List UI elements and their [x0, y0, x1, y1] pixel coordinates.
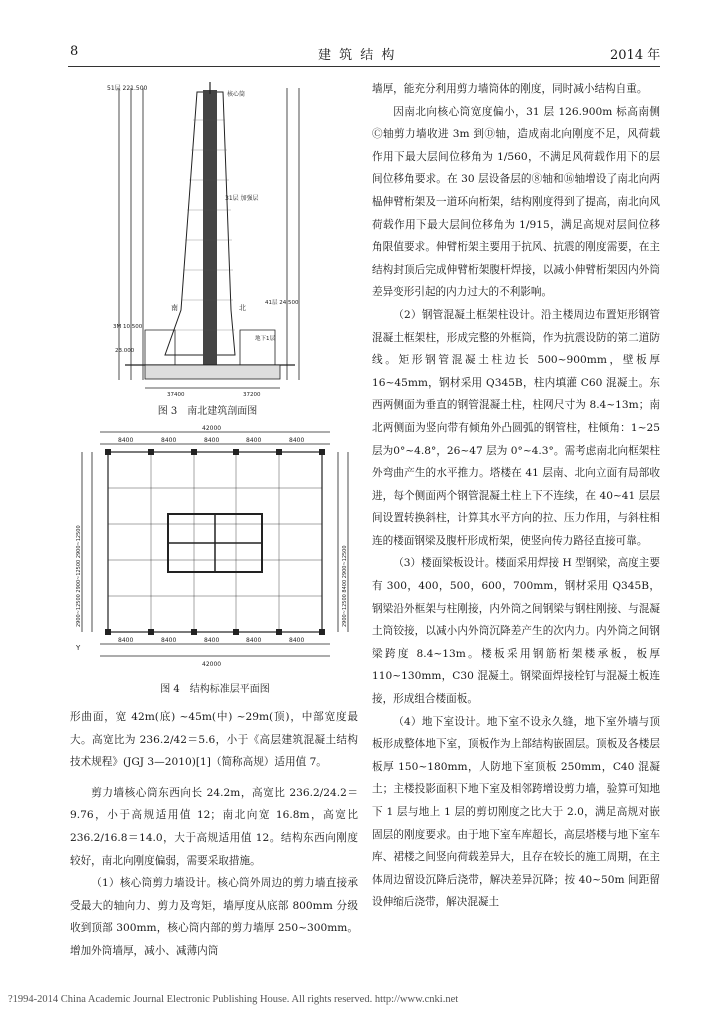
fig3-label-basement: 地下1层 [255, 336, 275, 342]
paragraph: 形曲面，宽 42m(底) ~45m(中) ~29m(顶)，中部宽度最大。高宽比为 236.2/42＝5.6，小于《高层建筑混凝土结构技术规程》(JGJ 3—2010)[1]（简称高规）适用值 7。 [70, 711, 358, 769]
fig3-label-3m: 3M 10.500 [113, 324, 143, 330]
fig3-label-south: 南 [171, 304, 178, 312]
paragraph: （3）楼面梁板设计。楼面采用焊接 H 型钢梁，高度主要有 300，400，500，600，700mm，钢材采用 Q345B，钢梁沿外框架与柱刚接，内外筒之间钢梁与钢柱刚接、与混凝土筒铰接，以减小内外筒沉降差产生的次内力。内外筒之间钢梁跨度 8.4~13m。楼板采用钢筋桁架楼承板，板厚 110~130mm，C30 混凝土。钢梁面焊接栓钉与混凝土板连接，形成组合楼面板。 [372, 557, 660, 706]
fig4-bottom-dim-1: 8400 [118, 637, 134, 644]
paragraph: （4）地下室设计。地下室不设永久缝，地下室外墙与顶板形成整体地下室，顶板作为上部结构嵌固层。顶板及各楼层板厚 150~180mm，人防地下室顶板 250mm，C40 混凝土；主楼投影面积下地下室及相邻跨增设剪力墙，验算可知地下 1 层与地上 1 层的剪切刚度之比大于 2.0，满足高规对嵌固层的刚度要求。由于地下室车库超长，高层塔楼与地下室车库、裙楼之间竖向荷载差异大，且存在较长的施工周期，在主体周边留设沉降后浇带，解决差异沉降；按 40~50m 间距留设伸缩后浇带，解决混凝土 [372, 715, 660, 909]
fig4-bottom-dim-3: 8400 [204, 637, 220, 644]
paragraph: （1）核心筒剪力墙设计。核心筒外周边的剪力墙直接承受最大的轴向力、剪力及弯矩，墙厚度从底部 800mm 分级收到顶部 300mm，核心筒内部的剪力墙厚 250~300mm。增加外筒墙厚，减小、减薄内筒 [70, 877, 358, 957]
fig4-top-dim-4: 8400 [246, 437, 262, 444]
header-rule [68, 66, 660, 67]
fig4-bottom-total: 42000 [202, 661, 222, 668]
fig4-bottom-dim-4: 8400 [246, 637, 262, 644]
fig4-bottom-dim-5: 8400 [289, 637, 305, 644]
fig4-top-dim-2: 8400 [161, 437, 177, 444]
copyright-footer: ?1994-2014 China Academic Journal Electronic Publishing House. All rights reserved. http://www.cnki.net [8, 994, 459, 1005]
figure-4-floor-plan [70, 422, 360, 672]
fig3-label-north: 北 [239, 304, 246, 312]
paragraph: 剪力墙核心筒东西向长 24.2m，高宽比 236.2/24.2＝9.76，小于高规适用值 12；南北向宽 16.8m，高宽比 236.2/16.8＝14.0，大于高规适用值 12。结构东西向刚度较好，南北向刚度偏弱，需要采取措施。 [70, 786, 358, 867]
page-number: 8 [70, 44, 79, 59]
fig4-top-dim-1: 8400 [118, 437, 134, 444]
figure-3-caption: 图 3 南北建筑剖面图 [157, 406, 258, 417]
fig3-label-core: 核心筒 [227, 91, 246, 98]
paragraph: 墙厚，能充分利用剪力墙筒体的刚度，同时减小结构自重。 [372, 83, 648, 95]
journal-title: 建 筑 结 构 [318, 48, 397, 63]
fig4-top-total: 42000 [202, 425, 222, 432]
fig3-label-41: 41层 24.500 [265, 300, 299, 306]
fig4-top-dim-3: 8400 [204, 437, 220, 444]
fig3-label-small: 23.000 [115, 348, 135, 354]
fig3-label-bottom-left: 37400 [167, 392, 185, 398]
figure-3-section-drawing [105, 80, 310, 400]
fig3-label-mid: 31层 加强层 [225, 195, 259, 202]
issue-year: 2014 年 [610, 48, 661, 63]
fig3-label-top: 51层 221.500 [107, 85, 148, 92]
fig3-label-bottom-right: 37200 [243, 392, 261, 398]
fig4-left-dims: 2900~12500 2900~12500 2900~12500 [76, 525, 82, 627]
fig4-right-dims: 2900~12500 8400 2900~12500 [342, 545, 348, 627]
paragraph: （2）钢管混凝土框架柱设计。沿主楼周边布置矩形钢管混凝土框架柱，形成完整的外框筒，作为抗震设防的第二道防线。矩形钢管混凝土柱边长 500~900mm，壁板厚 16~45mm，钢材采用 Q345B，柱内填灌 C60 混凝土。东西两侧面为垂直的钢管混凝土柱，柱网尺寸为 8.4~13m；南北两侧面为竖向带有倾角外凸圆弧的钢管柱，柱倾角：1~25 层为0°~4.8°，26~47 层为 0°~4.3°。需考虑南北向框架柱外弯曲产生的水平推力。塔楼在 41 层南、北向立面有局部收进，每个侧面两个钢管混凝土柱上下不连续，在 40~41 层层间设置转换斜柱，计算其水平方向的拉、压力作用，与斜柱相连的楼面钢梁及腹杆形成桁架，使竖向传力路径直接可靠。 [372, 308, 660, 547]
paragraph: 因南北向核心筒宽度偏小，31 层 126.900m 标高南侧Ⓒ轴剪力墙收进 3m 到Ⓓ轴，造成南北向刚度不足，风荷载作用下最大层间位移角为 1/560，不满足风荷载作用下的层间位移角要求。在 30 层设备层的⑧轴和⑯轴增设了南北向两榀伸臂桁架及一道环向桁架，结构刚度得到了提高，南北向风荷载作用下最大层间位移角为 1/915，满足高规对层间位移角限值要求。伸臂桁架主要用于抗风、抗震的刚度需要，在主结构封顶后完成伸臂桁架腹杆焊接，以减小伸臂桁架因内外筒差异变形引起的内力过大的不利影响。 [372, 105, 660, 299]
left-column [70, 706, 358, 963]
fig4-bottom-dim-2: 8400 [161, 637, 177, 644]
right-column [372, 78, 660, 914]
fig4-axis-label: Y [76, 644, 81, 652]
figure-4-caption: 图 4 结构标准层平面图 [160, 684, 270, 695]
fig4-top-dim-5: 8400 [289, 437, 305, 444]
